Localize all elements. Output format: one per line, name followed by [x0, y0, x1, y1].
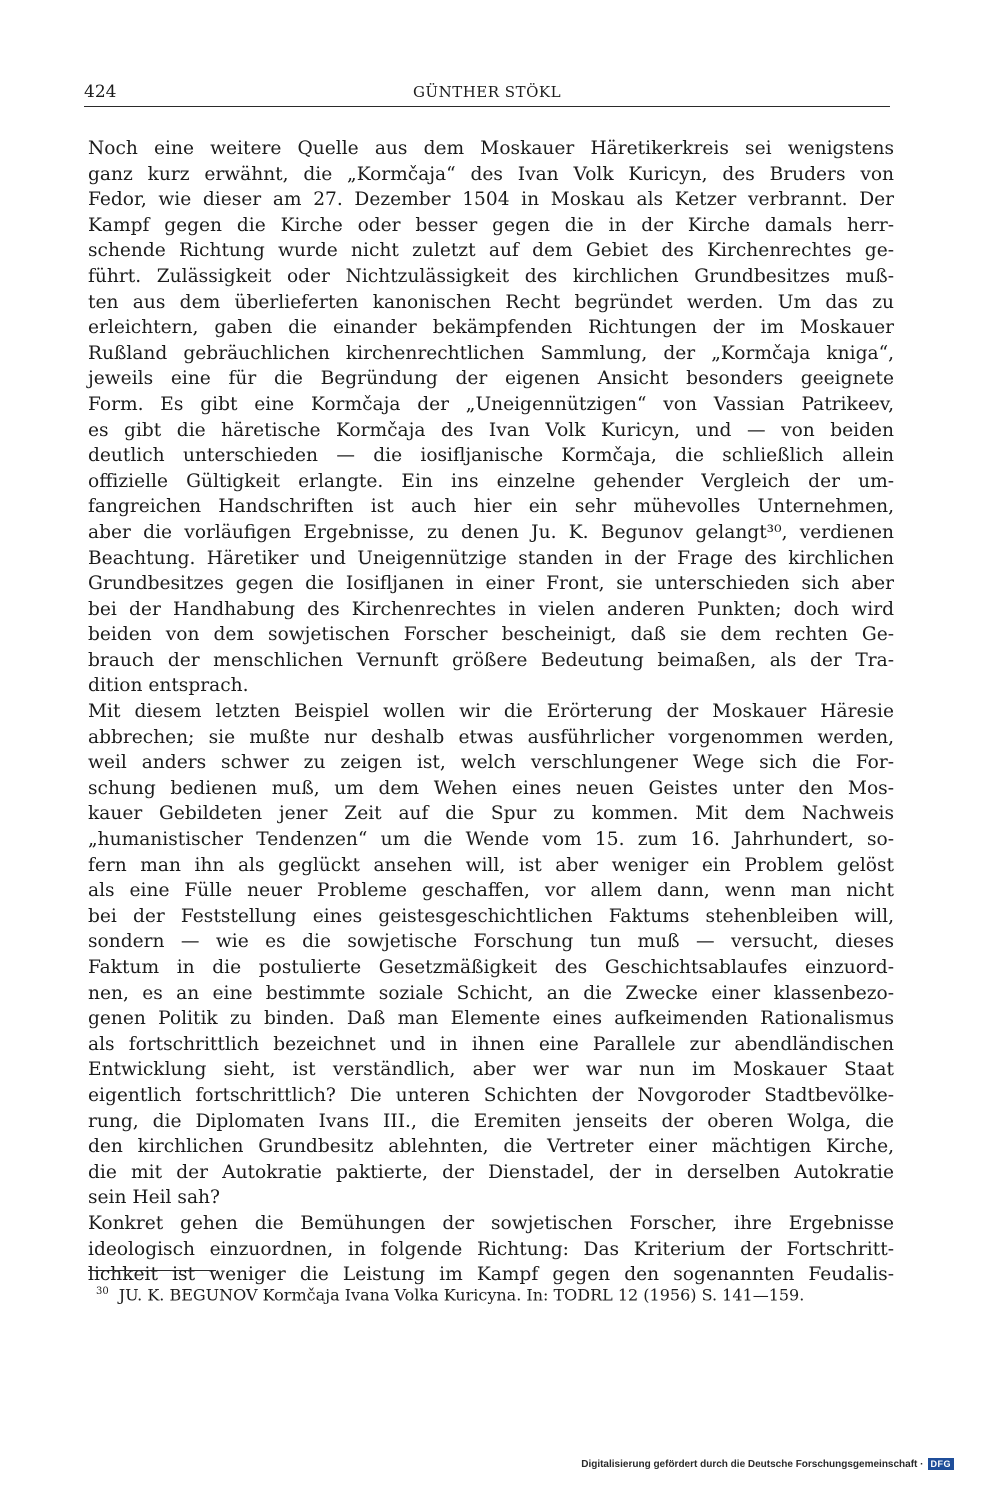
text-line: fern man ihn als geglückt ansehen will, ist aber weniger ein Problem gelöst: [88, 854, 894, 876]
body-text: [88, 136, 894, 1288]
text-line: fangreichen Handschriften ist auch hier ein sehr mühevolles Unternehmen,: [88, 496, 894, 518]
page-number: 424: [84, 82, 117, 102]
text-line: nen, es an eine bestimmte soziale Schicht, an die Zwecke einer klassenbezo-: [88, 982, 894, 1004]
text-line: Rußland gebräuchlichen kirchenrechtlichen Sammlung, der „Kormčaja kniga“,: [88, 342, 894, 364]
running-head: GÜNTHER STÖKL: [412, 83, 562, 101]
text-line: aber die vorläufigen Ergebnisse, zu denen Ju. K. Begunov gelangt³⁰, verdienen: [88, 521, 894, 543]
text-line: deutlich unterschieden — die iosifljanische Kormčaja, die schließlich allein: [88, 445, 894, 467]
dfg-logo: DFG: [928, 1458, 955, 1470]
text-line: Mit diesem letzten Beispiel wollen wir die Erörterung der Moskauer Häresie: [88, 701, 894, 723]
text-line: rung, die Diplomaten Ivans III., die Eremiten jenseits der oberen Wolga, die: [88, 1110, 894, 1132]
text-line: Entwicklung sieht, ist verständlich, aber wer war nun im Moskauer Staat: [88, 1059, 894, 1081]
text-line: eigentlich fortschrittlich? Die unteren Schichten der Novgoroder Stadtbevölke-: [88, 1084, 894, 1106]
text-line: weil anders schwer zu zeigen ist, welch verschlungener Wege sich die For-: [88, 752, 894, 774]
text-line: es gibt die häretische Kormčaja des Ivan Volk Kuricyn, und — von beiden: [88, 419, 894, 441]
text-line: Noch eine weitere Quelle aus dem Moskauer Häretikerkreis sei wenigstens: [88, 138, 894, 159]
text-line: kauer Gebildeten jener Zeit auf die Spur zu kommen. Mit dem Nachweis: [88, 803, 894, 825]
text-line: offizielle Gültigkeit erlangte. Ein ins einzelne gehender Vergleich der um-: [88, 470, 894, 492]
text-line: sein Heil sah?: [88, 1187, 220, 1209]
text-line: Faktum in die postulierte Gesetzmäßigkeit des Geschichtsablaufes einzuord-: [88, 957, 894, 978]
text-line: sondern — wie es die sowjetische Forschung tun muß — versucht, dieses: [88, 931, 894, 953]
text-line: die mit der Autokratie paktierte, der Dienstadel, der in derselben Autokratie: [88, 1161, 894, 1183]
text-line: „humanistischer Tendenzen“ um die Wende vom 15. zum 16. Jahrhundert, so-: [88, 829, 894, 851]
text-line: jeweils eine für die Begründung der eigenen Ansicht besonders geeignete: [88, 368, 894, 390]
digitization-text: Digitalisierung gefördert durch die Deutsche Forschungsgemeinschaft ·: [581, 1458, 924, 1470]
text-line: Konkret gehen die Bemühungen der sowjetischen Forscher, ihre Ergebnisse: [88, 1212, 894, 1234]
text-line: Fedor, wie dieser am 27. Dezember 1504 in Moskau als Ketzer verbrannt. Der: [88, 189, 894, 211]
text-line: erleichtern, gaben die einander bekämpfenden Richtungen der im Moskauer: [88, 317, 894, 339]
text-line: den kirchlichen Grundbesitz ablehnten, die Vertreter einer mächtigen Kirche,: [88, 1136, 894, 1158]
text-line: Beachtung. Häretiker und Uneigennützige standen in der Frage des kirchlichen: [88, 547, 894, 569]
digitization-notice: [581, 1458, 954, 1470]
text-line: führt. Zulässigkeit oder Nichtzulässigkeit des kirchlichen Grundbesitzes muß-: [88, 265, 894, 287]
text-line: Kampf gegen die Kirche oder besser gegen die in der Kirche damals herr-: [88, 214, 894, 236]
text-line: abbrechen; sie mußte nur deshalb etwas ausführlicher vorgenommen werden,: [88, 726, 894, 748]
text-line: ideologisch einzuordnen, in folgende Richtung: Das Kriterium der Fortschritt-: [88, 1238, 894, 1260]
page-header: [84, 80, 890, 107]
text-line: ten aus dem überlieferten kanonischen Recht begründet werden. Um das zu: [88, 291, 894, 313]
text-line: als fortschrittlich bezeichnet und in ihnen eine Parallele zur abendländischen: [88, 1033, 894, 1055]
footnote-divider: [88, 1270, 216, 1271]
text-line: bei der Feststellung eines geistesgeschichtlichen Faktums stehenbleiben will,: [88, 905, 894, 927]
footnote-marker: 30: [96, 1286, 109, 1297]
text-line: brauch der menschlichen Vernunft größere Bedeutung beimaßen, als der Tra-: [88, 649, 894, 671]
text-line: schende Richtung wurde nicht zuletzt auf dem Gebiet des Kirchenrechtes ge-: [88, 240, 894, 262]
text-line: als eine Fülle neuer Probleme geschaffen, vor allem dann, wenn man nicht: [88, 880, 894, 902]
text-line: beiden von dem sowjetischen Forscher bescheinigt, daß sie dem rechten Ge-: [88, 624, 894, 646]
text-line: schung bedienen muß, um dem Wehen eines neuen Geistes unter den Mos-: [88, 777, 894, 799]
text-line: dition entsprach.: [88, 675, 249, 697]
text-line: ganz kurz erwähnt, die „Kormčaja“ des Ivan Volk Kuricyn, des Bruders von: [88, 163, 894, 185]
text-line: lichkeit ist weniger die Leistung im Kampf gegen den sogenannten Feudalis-: [88, 1264, 894, 1286]
text-line: Form. Es gibt eine Kormčaja der „Uneigennützigen“ von Vassian Patrikeev,: [88, 393, 894, 415]
footnote-text: JU. K. BEGUNOV Kormčaja Ivana Volka Kuricyna. In: TODRL 12 (1956) S. 141—159.: [118, 1285, 805, 1305]
footnote: [96, 1280, 892, 1307]
text-line: genen Politik zu binden. Daß man Elemente eines aufkeimenden Rationalismus: [88, 1008, 894, 1030]
text-line: Grundbesitzes gegen die Iosifljanen in einer Front, sie unterschieden sich aber: [88, 573, 894, 595]
text-line: bei der Handhabung des Kirchenrechtes in vielen anderen Punkten; doch wird: [88, 598, 894, 620]
